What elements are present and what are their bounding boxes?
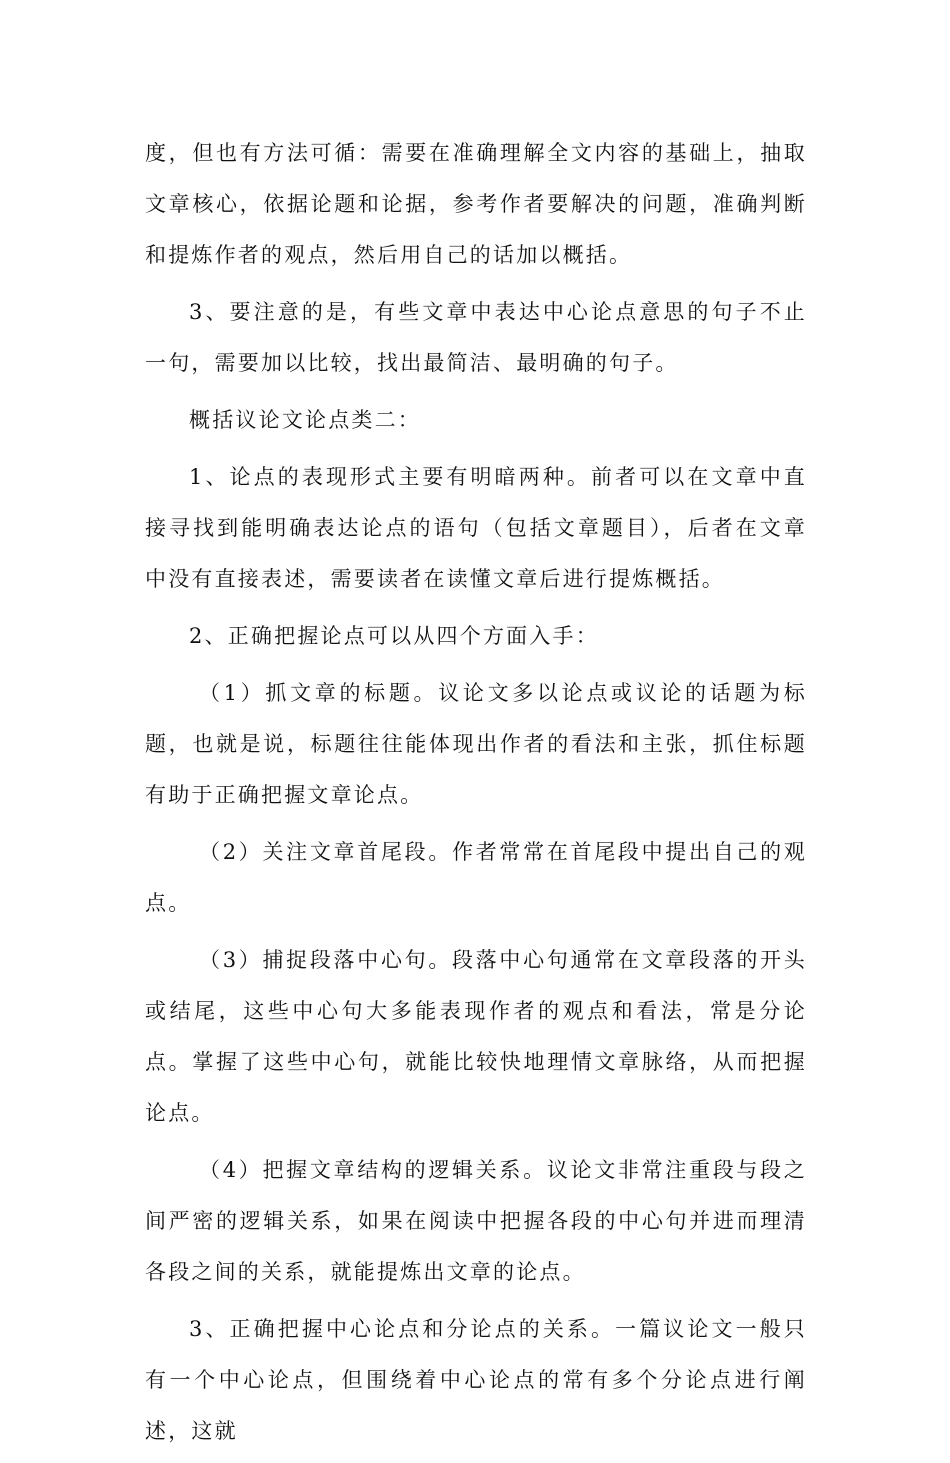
section-heading: 概括议论文论点类二： xyxy=(189,408,421,432)
paragraph-point-3b: 3、正确把握中心论点和分论点的关系。一篇议论文一般只有一个中心论点，但围绕着中心论点的常有多个分论点进行阐述，这就 xyxy=(145,1317,807,1443)
paragraph-point-2: 2、正确把握论点可以从四个方面入手： xyxy=(189,624,599,648)
document-body xyxy=(145,128,807,1463)
paragraph-continuation: 度，但也有方法可循：需要在准确理解全文内容的基础上，抽取文章核心，依据论题和论据，参考作者要解决的问题，准确判断和提炼作者的观点，然后用自己的话加以概括。 xyxy=(145,141,807,267)
paragraph-sub-3: （3）捕捉段落中心句。段落中心句通常在文章段落的开头或结尾，这些中心句大多能表现作者的观点和看法，常是分论点。掌握了这些中心句，就能比较快地理情文章脉络，从而把握论点。 xyxy=(145,948,807,1125)
paragraph-point-1: 1、论点的表现形式主要有明暗两种。前者可以在文章中直接寻找到能明确表达论点的语句（包括文章题目），后者在文章中没有直接表述，需要读者在读懂文章后进行提炼概括。 xyxy=(145,465,807,591)
paragraph-point-3: 3、要注意的是，有些文章中表达中心论点意思的句子不止一句，需要加以比较，找出最简洁、最明确的句子。 xyxy=(145,300,807,375)
paragraph-sub-2: （2）关注文章首尾段。作者常常在首尾段中提出自己的观点。 xyxy=(145,840,807,915)
paragraph-sub-4: （4）把握文章结构的逻辑关系。议论文非常注重段与段之间严密的逻辑关系，如果在阅读中把握各段的中心句并进而理清各段之间的关系，就能提炼出文章的论点。 xyxy=(145,1158,807,1284)
paragraph-sub-1: （1）抓文章的标题。议论文多以论点或议论的话题为标题，也就是说，标题往往能体现出作者的看法和主张，抓住标题有助于正确把握文章论点。 xyxy=(145,681,807,807)
